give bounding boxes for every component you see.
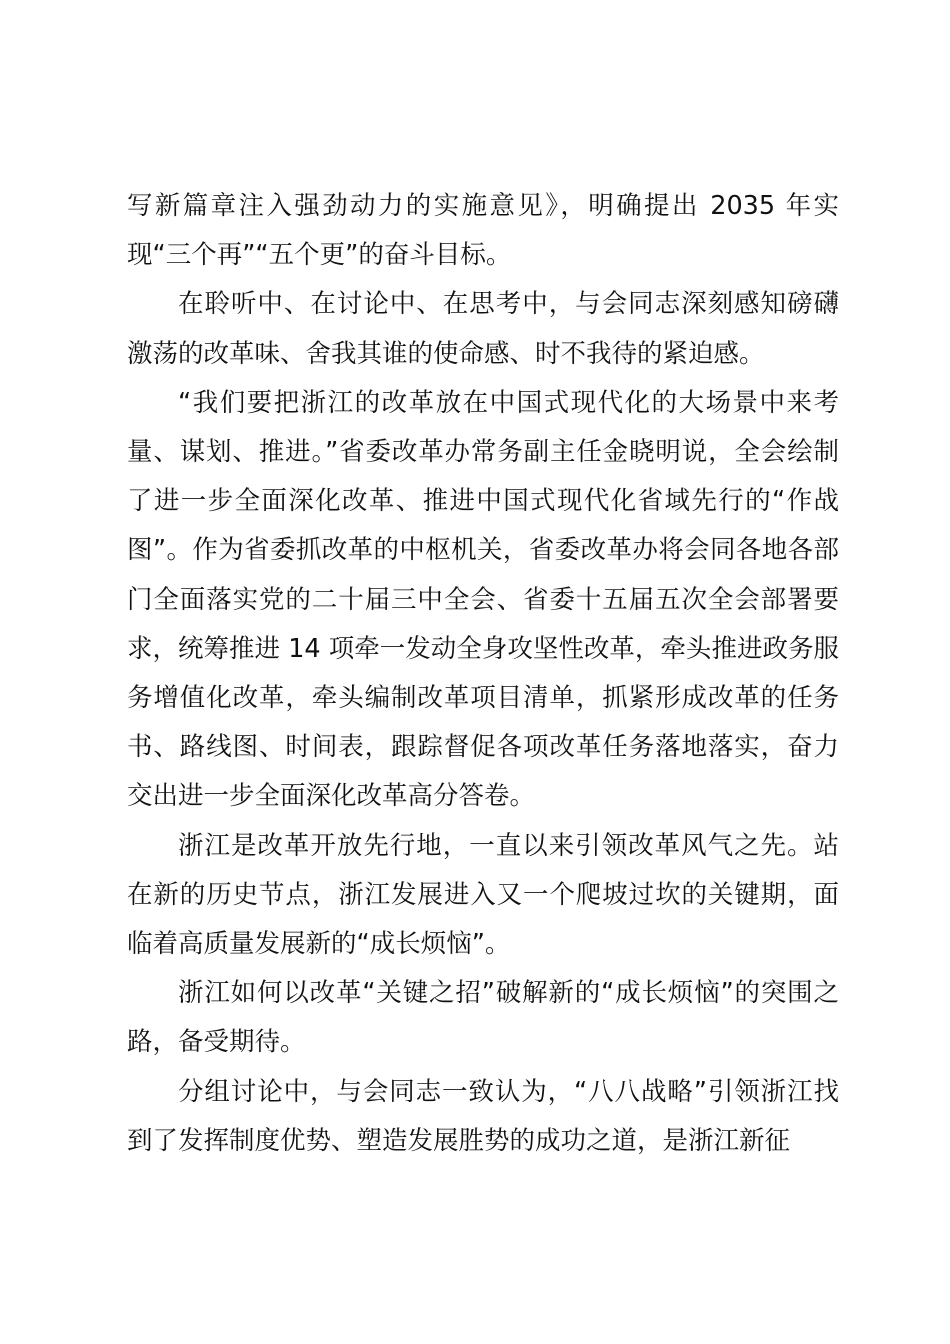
paragraph-3: “我们要把浙江的改革放在中国式现代化的大场景中来考量、谋划、推进。”省委改革办常务副主任金晓明说，全会绘制了进一步全面深化改革、推进中国式现代化省域先行的“作战图”。作为省委抓改革的中枢机关，省委改革办将会同各地各部门全面落实党的二十届三中全会、省委十五届五次全会部署要求，统筹推进 14 项牵一发动全身攻坚性改革，牵头推进政务服务增值化改革，牵头编制改革项目清单，抓紧形成改革的任务书、路线图、时间表，跟踪督促各项改革任务落地落实，奋力交出进一步全面深化改革高分答卷。 xyxy=(127,387,839,812)
document-body xyxy=(127,182,839,1166)
paragraph-4: 浙江是改革开放先行地，一直以来引领改革风气之先。站在新的历史节点，浙江发展进入又一个爬坡过坎的关键期，面临着高质量发展新的“成长烦恼”。 xyxy=(127,830,839,960)
paragraph-6: 分组讨论中，与会同志一致认为，“八八战略”引领浙江找到了发挥制度优势、塑造发展胜势的成功之道，是浙江新征 xyxy=(127,1076,839,1156)
paragraph-1: 写新篇章注入强劲动力的实施意见》，明确提出 2035 年实现“三个再”“五个更”的奋斗目标。 xyxy=(127,191,839,271)
paragraph-2: 在聆听中、在讨论中、在思考中，与会同志深刻感知磅礴激荡的改革味、舍我其谁的使命感、时不我待的紧迫感。 xyxy=(127,289,839,369)
paragraph-5: 浙江如何以改革“关键之招”破解新的“成长烦恼”的突围之路，备受期待。 xyxy=(127,978,839,1058)
